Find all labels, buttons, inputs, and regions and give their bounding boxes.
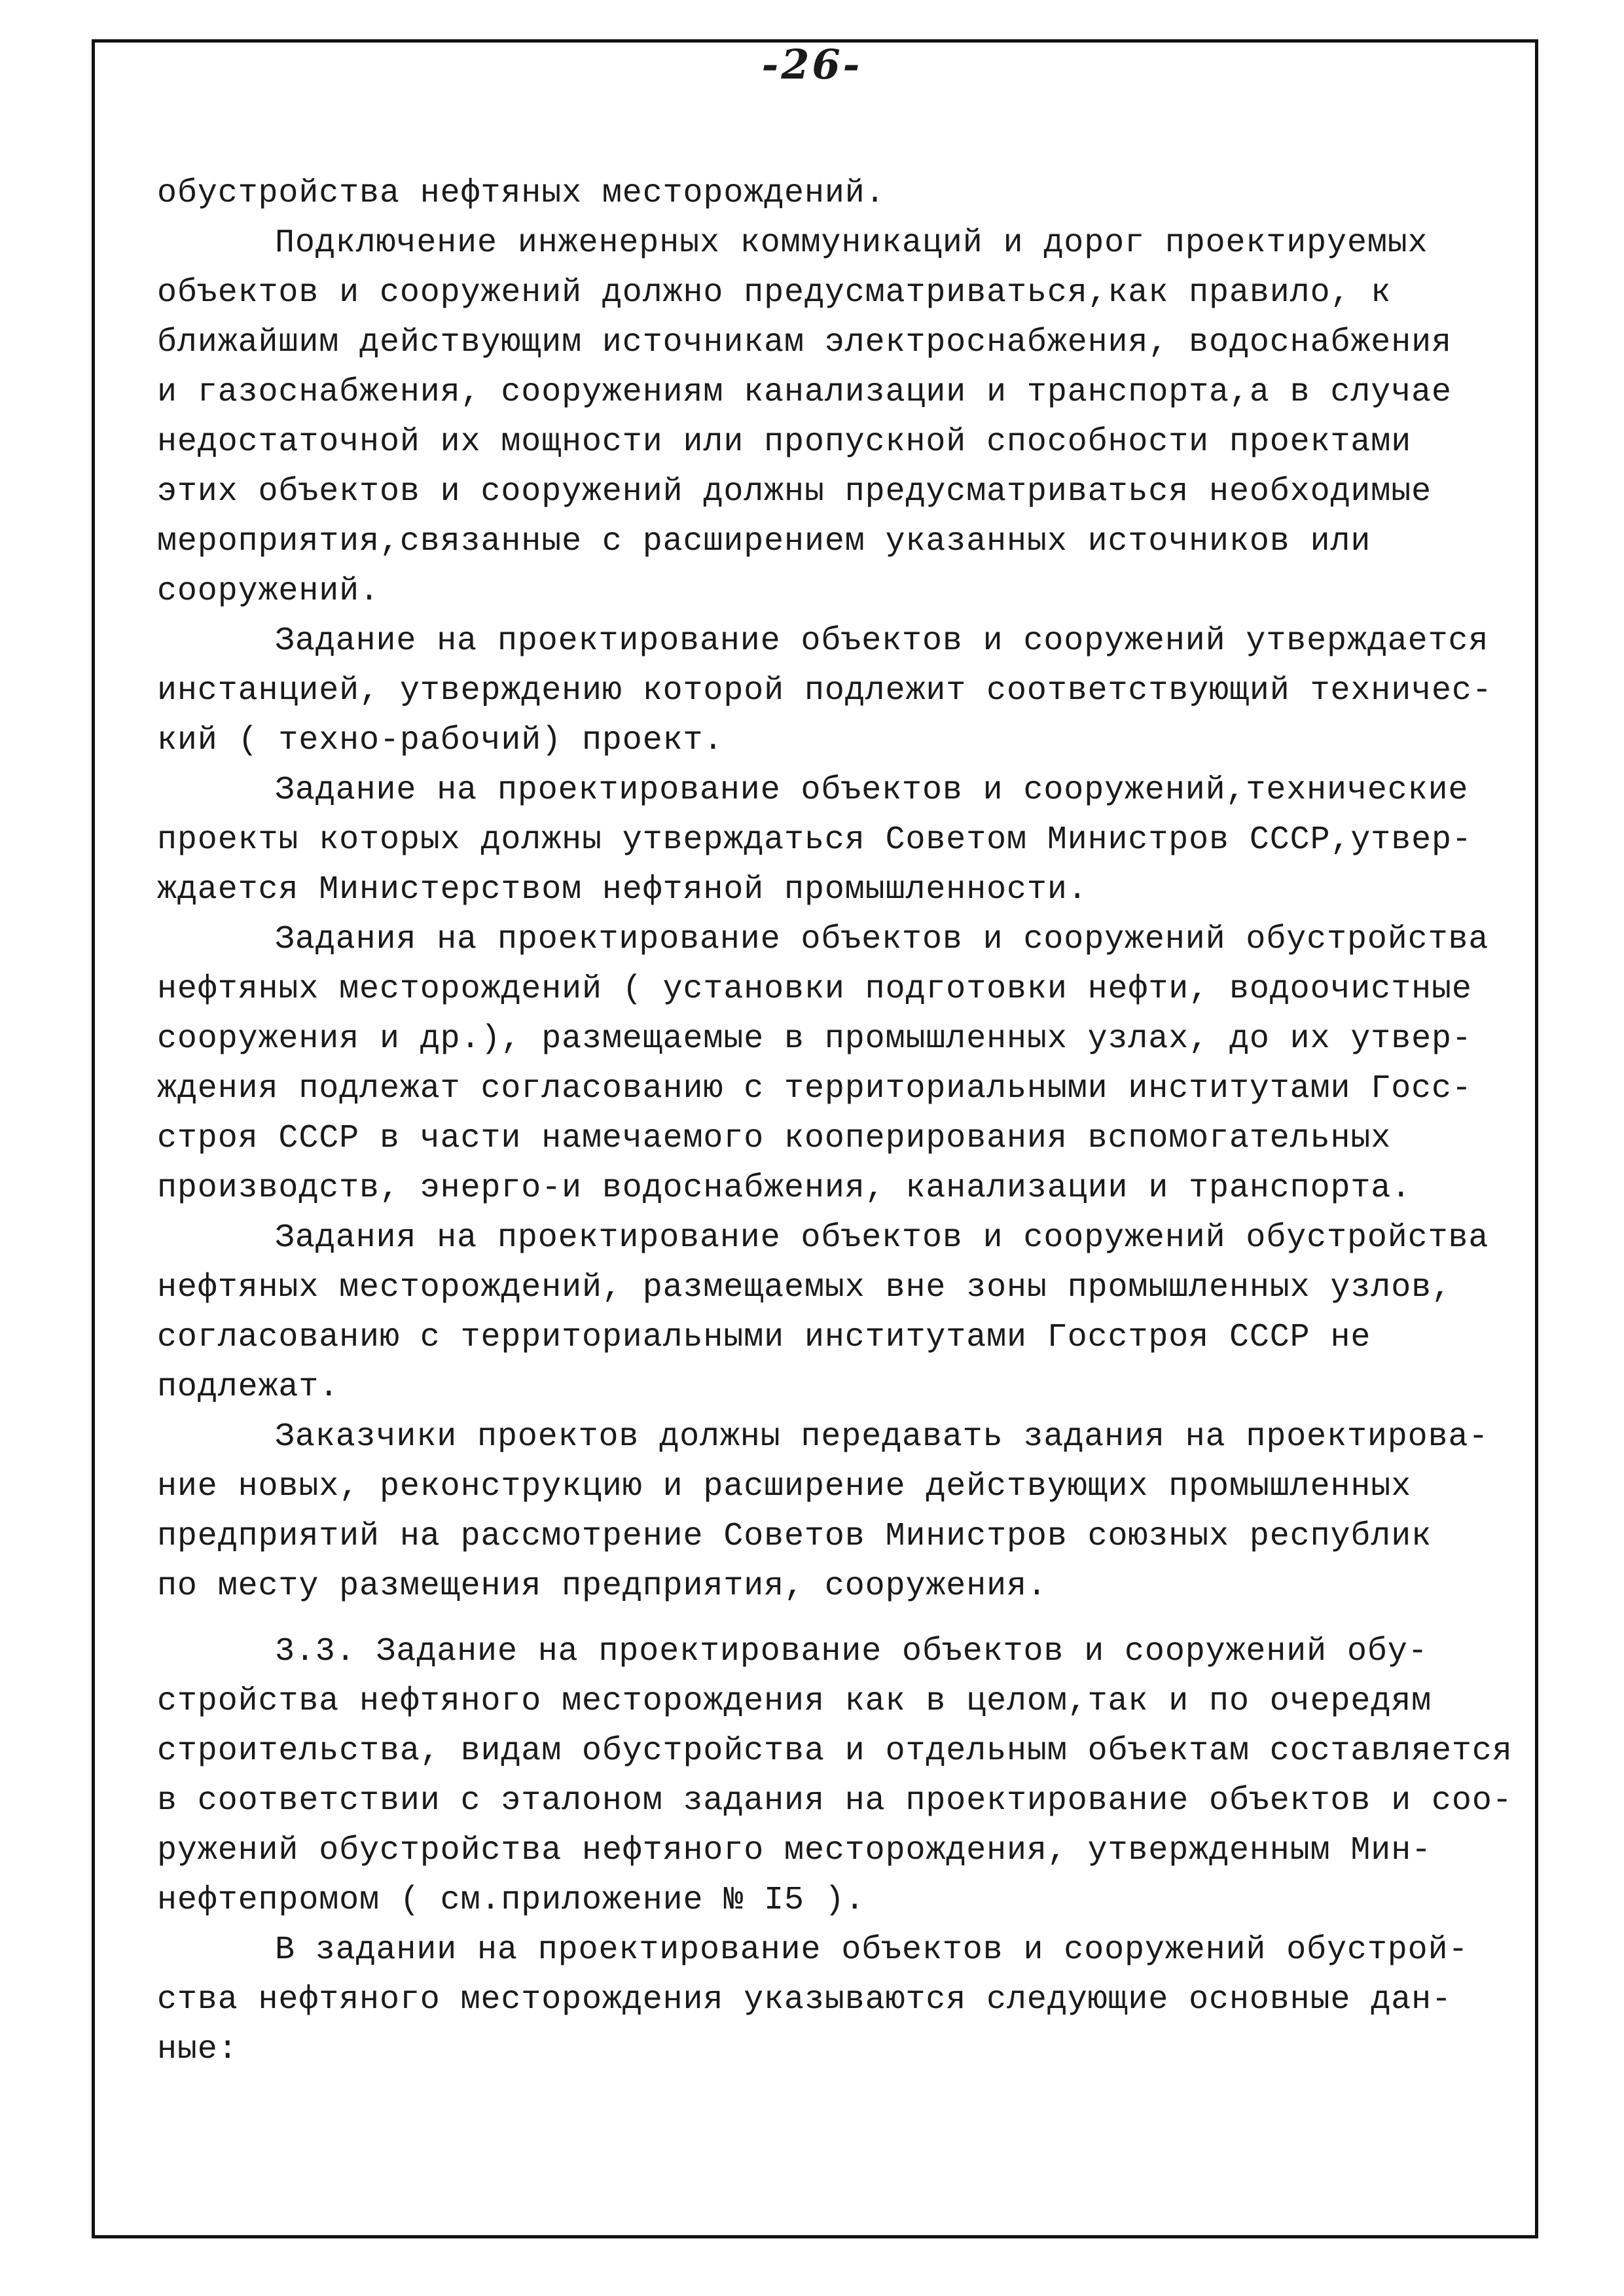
text-line: Заказчики проектов должны передавать задания на проектирова- [275, 1418, 1489, 1456]
text-line: в соответствии с эталоном задания на проектирование объектов и соо- [157, 1782, 1513, 1820]
text-line: обустройства нефтяных месторождений. [157, 175, 886, 212]
text-line: стройства нефтяного месторождения как в целом,так и по очередям [157, 1683, 1432, 1720]
text-line: кий ( техно-рабочий) проект. [157, 722, 724, 759]
page-number: -26- [761, 41, 863, 88]
text-line: недостаточной их мощности или пропускной способности проектами [157, 423, 1412, 461]
text-line: Задания на проектирование объектов и сооружений обустройства [275, 921, 1489, 958]
text-line: Задания на проектирование объектов и сооружений обустройства [275, 1219, 1489, 1257]
text-line: производств, энерго-и водоснабжения, канализации и транспорта. [157, 1170, 1412, 1207]
text-line: ждается Министерством нефтяной промышленности. [157, 871, 1088, 908]
text-line: ные: [157, 2031, 238, 2068]
text-line: этих объектов и сооружений должны предусматриваться необходимые [157, 473, 1432, 511]
text-line: ства нефтяного месторождения указываются следующие основные дан- [157, 1981, 1452, 2018]
text-line: подлежат. [157, 1369, 340, 1406]
document-body [157, 169, 1525, 2075]
text-line: инстанцией, утверждению которой подлежит соответствующий техничес- [157, 672, 1492, 709]
text-line: ние новых, реконструкцию и расширение действующих промышленных [157, 1468, 1412, 1505]
text-line: Подключение инженерных коммуникаций и дорог проектируемых [275, 224, 1428, 262]
text-line: по месту размещения предприятия, сооружения. [157, 1568, 1047, 1605]
text-line: сооружений. [157, 573, 380, 610]
text-line: Задание на проектирование объектов и сооружений утверждается [275, 622, 1489, 660]
text-line: В задании на проектирование объектов и сооружений обустрой- [275, 1931, 1469, 1969]
text-line: предприятий на рассмотрение Советов Министров союзных республик [157, 1518, 1432, 1555]
text-line: ружений обустройства нефтяного месторождения, утвержденным Мин- [157, 1832, 1432, 1869]
text-line: мероприятия,связанные с расширением указанных источников или [157, 523, 1371, 560]
text-line: согласованию с территориальными институтами Госстроя СССР не [157, 1319, 1371, 1356]
text-line: ждения подлежат согласованию с территориальными институтами Госс- [157, 1070, 1472, 1107]
text-line: и газоснабжения, сооружениям канализации и транспорта,а в случае [157, 374, 1452, 411]
text-line: сооружения и др.), размещаемые в промышленных узлах, до их утвер- [157, 1020, 1472, 1058]
text-line: 3.3. Задание на проектирование объектов и сооружений обу- [275, 1633, 1428, 1670]
text-line: ближайшим действующим источникам электроснабжения, водоснабжения [157, 324, 1452, 361]
text-line: нефтяных месторождений ( установки подготовки нефти, водоочистные [157, 971, 1472, 1008]
text-line: нефтяных месторождений, размещаемых вне зоны промышленных узлов, [157, 1269, 1452, 1306]
text-line: Задание на проектирование объектов и сооружений,технические [275, 772, 1469, 809]
text-line: объектов и сооружений должно предусматриваться,как правило, к [157, 274, 1392, 312]
text-line: нефтепромом ( см.приложение № I5 ). [157, 1882, 865, 1919]
text-line: проекты которых должны утверждаться Советом Министров СССР,утвер- [157, 821, 1472, 859]
text-line: строя СССР в части намечаемого кооперирования вспомогательных [157, 1120, 1392, 1157]
text-line: строительства, видам обустройства и отдельным объектам составляется [157, 1732, 1513, 1770]
